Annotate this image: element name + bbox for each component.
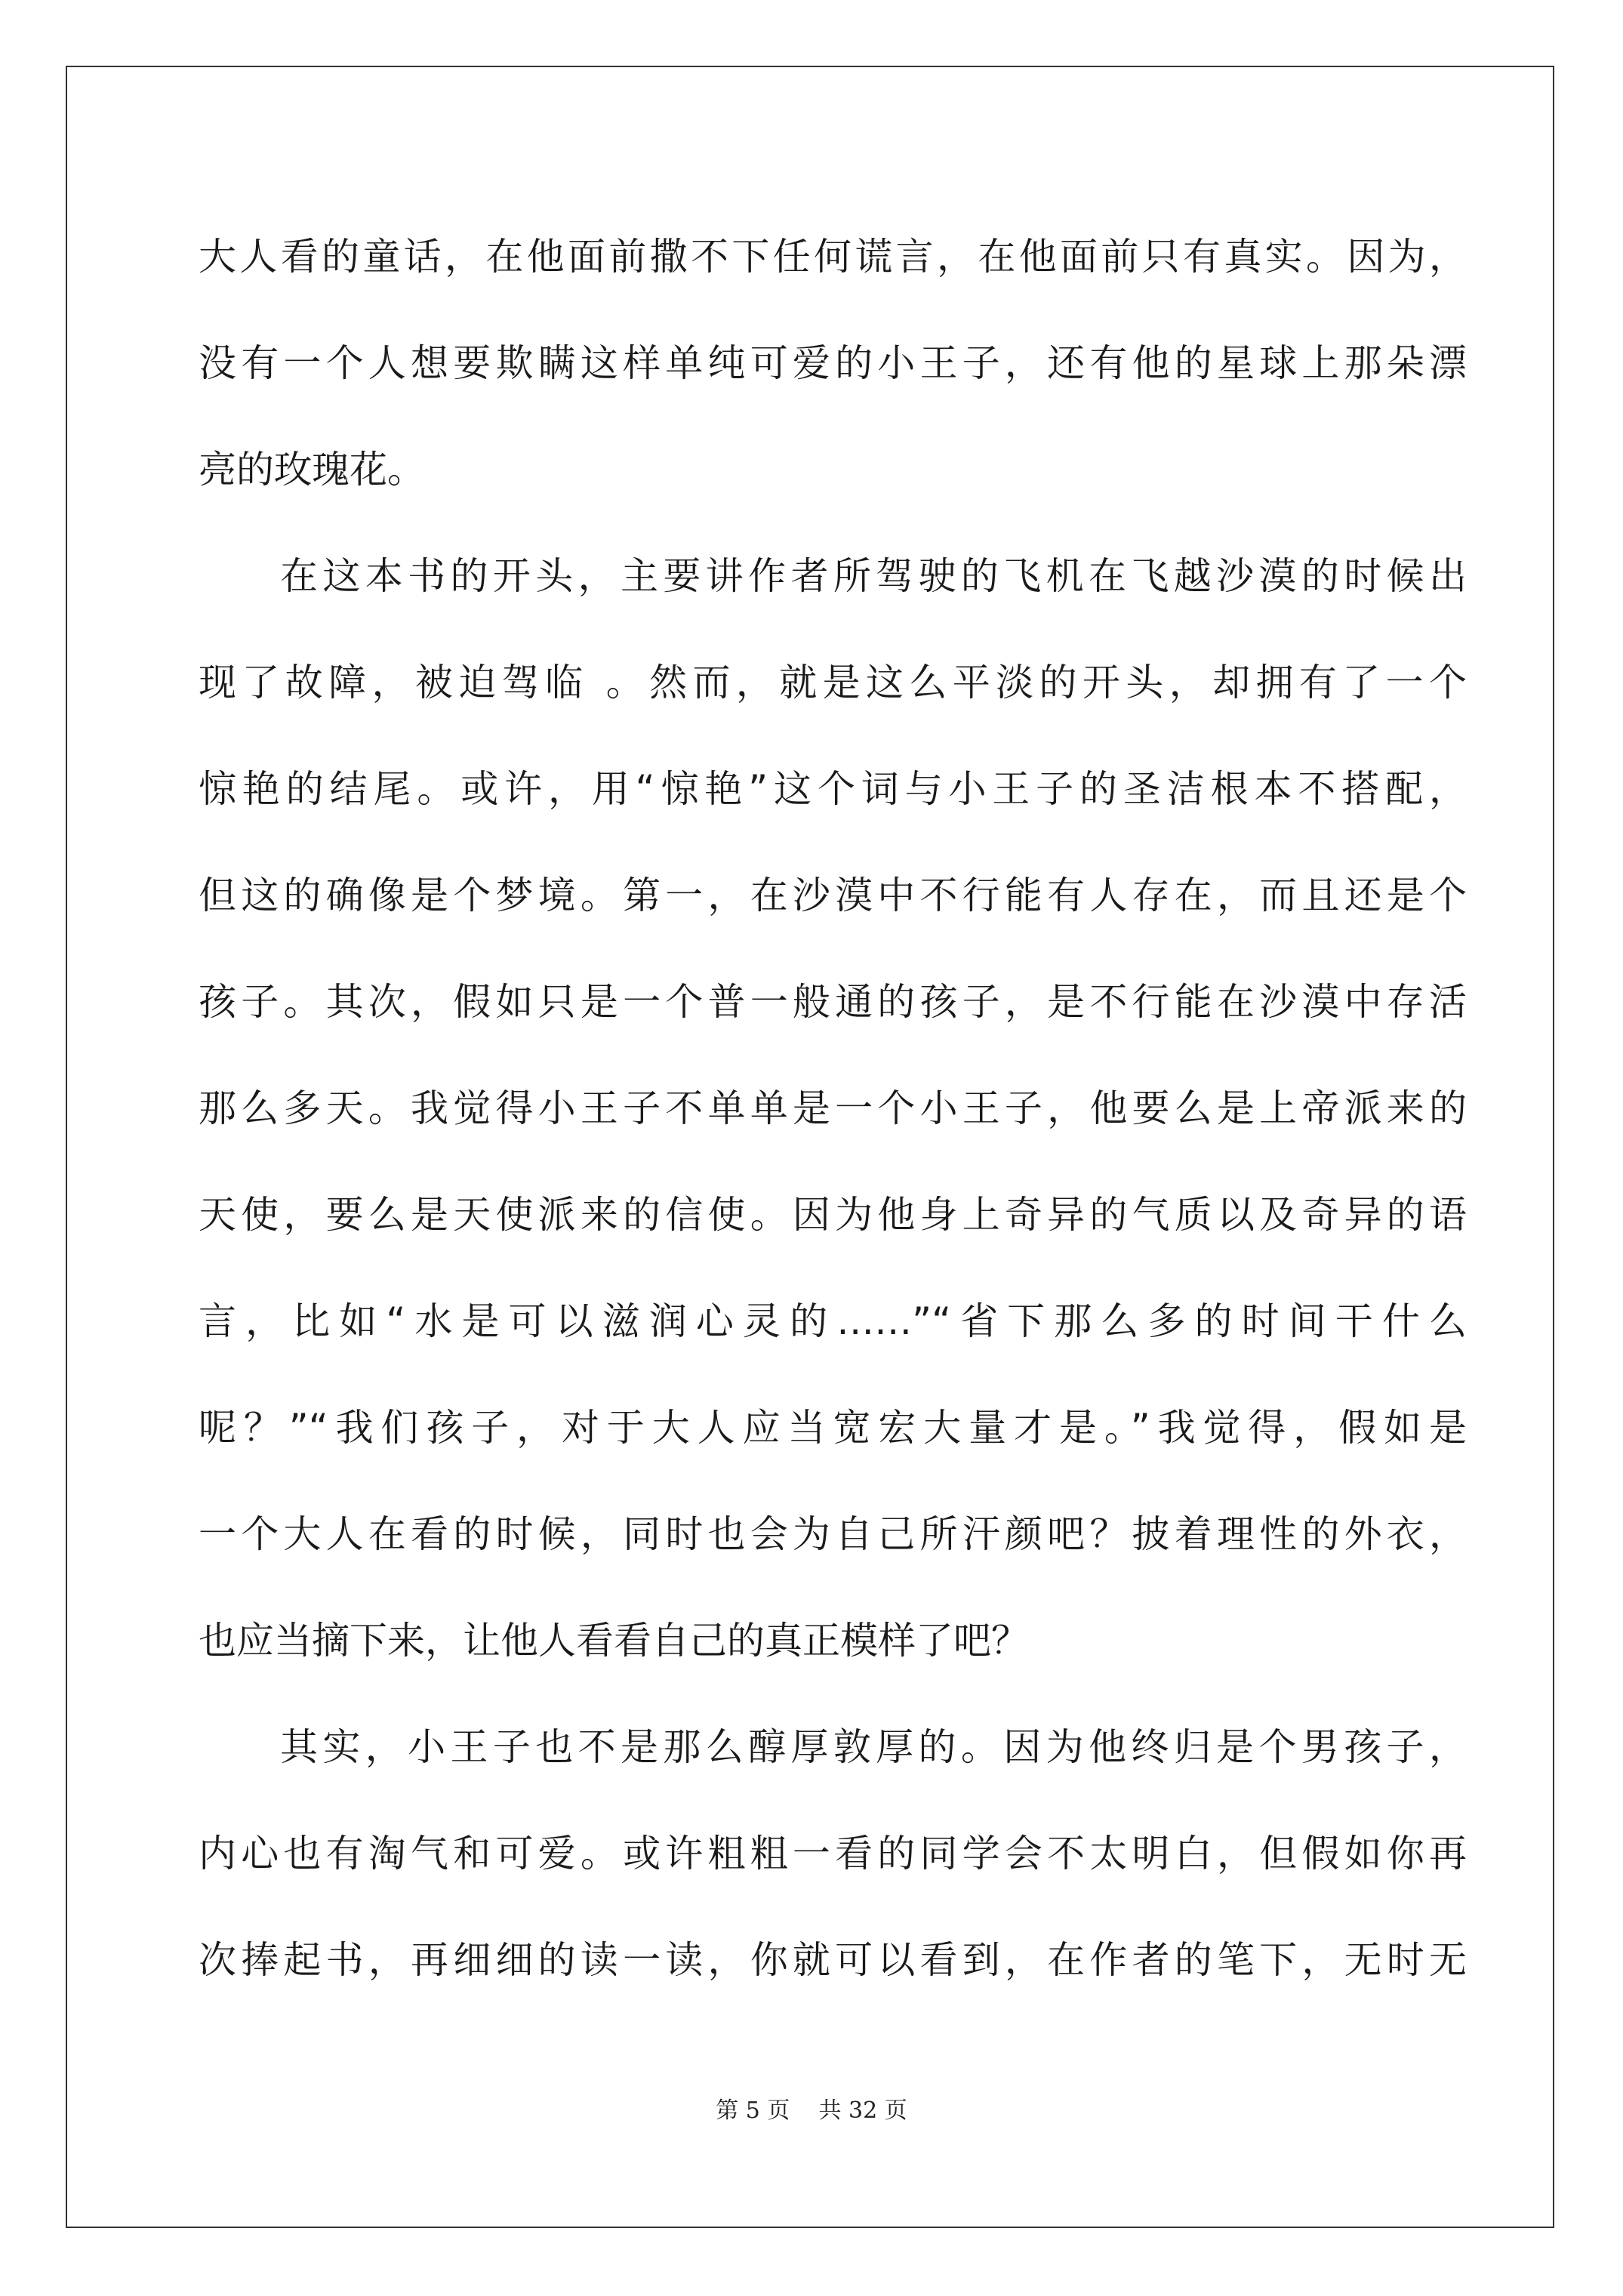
text-line: 那么多天。我觉得小王子不单单是一个小王子，他要么是上帝派来的 — [199, 1086, 1467, 1130]
text-line: 惊艳的结尾。或许，用“惊艳”这个词与小王子的圣洁根本不搭配， — [199, 767, 1467, 811]
document-body — [199, 204, 1467, 2014]
text-line: 现了故障，被迫驾临 。然而，就是这么平淡的开头，却拥有了一个 — [199, 661, 1467, 704]
text-line: 言，比如“水是可以滋润心灵的……”“省下那么多的时间干什么 — [199, 1299, 1467, 1343]
text-line: 在这本书的开头，主要讲作者所驾驶的飞机在飞越沙漠的时候出 — [280, 554, 1467, 598]
text-line: 没有一个人想要欺瞒这样单纯可爱的小王子，还有他的星球上那朵漂 — [199, 341, 1467, 385]
text-line: 孩子。其次，假如只是一个普一般通的孩子，是不行能在沙漠中存活 — [199, 980, 1467, 1024]
text-line: 其实，小王子也不是那么醇厚敦厚的。因为他终归是个男孩子， — [280, 1725, 1467, 1769]
text-line: 次捧起书，再细细的读一读，你就可以看到，在作者的笔下，无时无 — [199, 1938, 1467, 1982]
text-line: 天使，要么是天使派来的信使。因为他身上奇异的气质以及奇异的语 — [199, 1193, 1467, 1237]
text-line: 亮的玫瑰花。 — [199, 448, 425, 492]
text-line: 内心也有淘气和可爱。或许粗粗一看的同学会不太明白，但假如你再 — [199, 1832, 1467, 1875]
text-line: 大人看的童话，在他面前撒不下任何谎言，在他面前只有真实。因为， — [199, 235, 1467, 279]
text-line: 一个大人在看的时候，同时也会为自己所汗颜吧？披着理性的外衣， — [199, 1512, 1467, 1556]
text-line: 但这的确像是个梦境。第一，在沙漠中不行能有人存在，而且还是个 — [199, 874, 1467, 917]
text-line: 也应当摘下来，让他人看看自己的真正模样了吧？ — [199, 1619, 1029, 1663]
text-line: 呢？”“我们孩子，对于大人应当宽宏大量才是。”我觉得，假如是 — [199, 1406, 1467, 1450]
page-number-footer: 第 5 页 共 32 页 — [716, 2097, 907, 2124]
